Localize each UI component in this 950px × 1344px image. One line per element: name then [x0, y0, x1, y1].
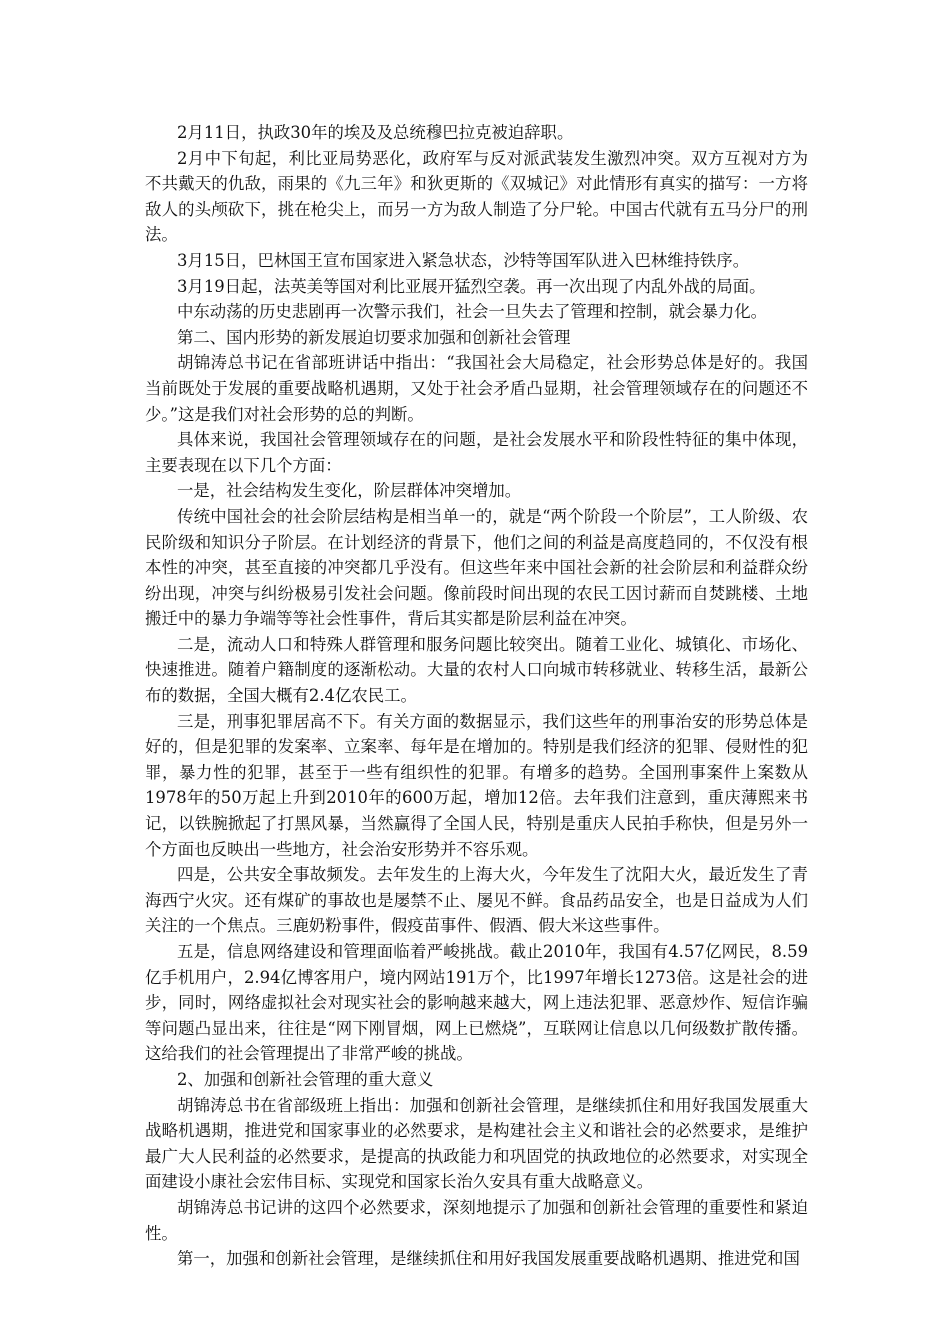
paragraph: 具体来说，我国社会管理领域存在的问题，是社会发展水平和阶段性特征的集中体现，主要表现在以下几个方面： — [145, 430, 808, 475]
paragraph: 一是，社会结构发生变化，阶层群体冲突增加。 — [177, 481, 522, 501]
paragraph: 3月19日起，法英美等国对利比亚展开猛烈空袭。再一次出现了内乱外战的局面。 — [177, 276, 766, 296]
document-body — [145, 120, 808, 1272]
section-heading: 第二、国内形势的新发展迫切要求加强和创新社会管理 — [177, 327, 571, 347]
paragraph: 胡锦涛总书记在省部班讲话中指出：“我国社会大局稳定，社会形势总体是好的。我国当前既处于发展的重要战略机遇期，又处于社会矛盾凸显期，社会管理领域存在的问题还不少。”这是我们对社会形势的总的判断。 — [145, 353, 808, 424]
paragraph: 三是，刑事犯罪居高不下。有关方面的数据显示，我们这些年的刑事治安的形势总体是好的，但是犯罪的发案率、立案率、每年是在增加的。特别是我们经济的犯罪、侵财性的犯罪，暴力性的犯罪，甚至于一些有组织性的犯罪。有增多的趋势。全国刑事案件上案数从1978年的50万起上升到2010年的600万起，增加12倍。去年我们注意到，重庆薄熙来书记，以铁腕掀起了打黑风暴，当然赢得了全国人民，特别是重庆人民拍手称快，但是另外一个方面也反映出一些地方，社会治安形势并不容乐观。 — [145, 711, 808, 859]
paragraph: 四是，公共安全事故频发。去年发生的上海大火，今年发生了沈阳大火，最近发生了青海西宁火灾。还有煤矿的事故也是屡禁不止、屡见不鲜。食品药品安全，也是日益成为人们关注的一个焦点。三鹿奶粉事件，假疫苗事件、假酒、假大米这些事件。 — [145, 865, 808, 936]
paragraph: 胡锦涛总书记讲的这四个必然要求，深刻地提示了加强和创新社会管理的重要性和紧迫性。 — [145, 1197, 808, 1243]
section-heading: 2、加强和创新社会管理的重大意义 — [177, 1069, 434, 1089]
paragraph: 二是，流动人口和特殊人群管理和服务问题比较突出。随着工业化、城镇化、市场化、快速推进。随着户籍制度的逐渐松动。大量的农村人口向城市转移就业、转移生活，最新公布的数据，全国大概有2.4亿农民工。 — [145, 634, 808, 706]
paragraph: 五是，信息网络建设和管理面临着严峻挑战。截止2010年，我国有4.57亿网民，8.59亿手机用户，2.94亿博客用户，境内网站191万个，比1997年增长1273倍。这是社会的进步，同时，网络虚拟社会对现实社会的影响越来越大，网上违法犯罪、恶意炒作、短信诈骗等问题凸显出来，往往是“网下刚冒烟，网上已燃烧”，互联网让信息以几何级数扩散传播。这给我们的社会管理提出了非常严峻的挑战。 — [145, 942, 808, 1064]
paragraph: 胡锦涛总书在省部级班上指出：加强和创新社会管理，是继续抓住和用好我国发展重大战略机遇期，推进党和国家事业的必然要求，是构建社会主义和谐社会的必然要求，是维护最广大人民利益的必然要求，是提高的执政能力和巩固党的执政地位的必然要求，对实现全面建设小康社会宏伟目标、实现党和国家长治久安具有重大战略意义。 — [145, 1095, 808, 1192]
paragraph: 传统中国社会的社会阶层结构是相当单一的，就是“两个阶段一个阶层”，工人阶级、农民阶级和知识分子阶层。在计划经济的背景下，他们之间的利益是高度趋同的，不仅没有根本性的冲突，甚至直接的冲突都几乎没有。但这些年来中国社会新的社会阶层和利益群众纷纷出现，冲突与纠纷极易引发社会问题。像前段时间出现的农民工因讨薪而自焚跳楼、土地搬迁中的暴力争端等等社会性事件，背后其实都是阶层利益在冲突。 — [145, 506, 808, 629]
paragraph: 第一，加强和创新社会管理，是继续抓住和用好我国发展重要战略机遇期、推进党和国 — [177, 1249, 800, 1269]
paragraph: 3月15日，巴林国王宣布国家进入紧急状态，沙特等国军队进入巴林维持铁序。 — [177, 250, 750, 270]
paragraph: 2月中下旬起，利比亚局势恶化，政府军与反对派武装发生激烈冲突。双方互视对方为不共戴天的仇敌，雨果的《九三年》和狄更斯的《双城记》对此情形有真实的描写：一方将敌人的头颅砍下，挑在枪尖上，而另一方为敌人制造了分尸轮。中国古代就有五马分尸的刑法。 — [145, 148, 808, 245]
paragraph: 2月11日，执政30年的埃及及总统穆巴拉克被迫辞职。 — [177, 123, 574, 142]
paragraph: 中东动荡的历史悲剧再一次警示我们，社会一旦失去了管理和控制，就会暴力化。 — [177, 302, 768, 322]
